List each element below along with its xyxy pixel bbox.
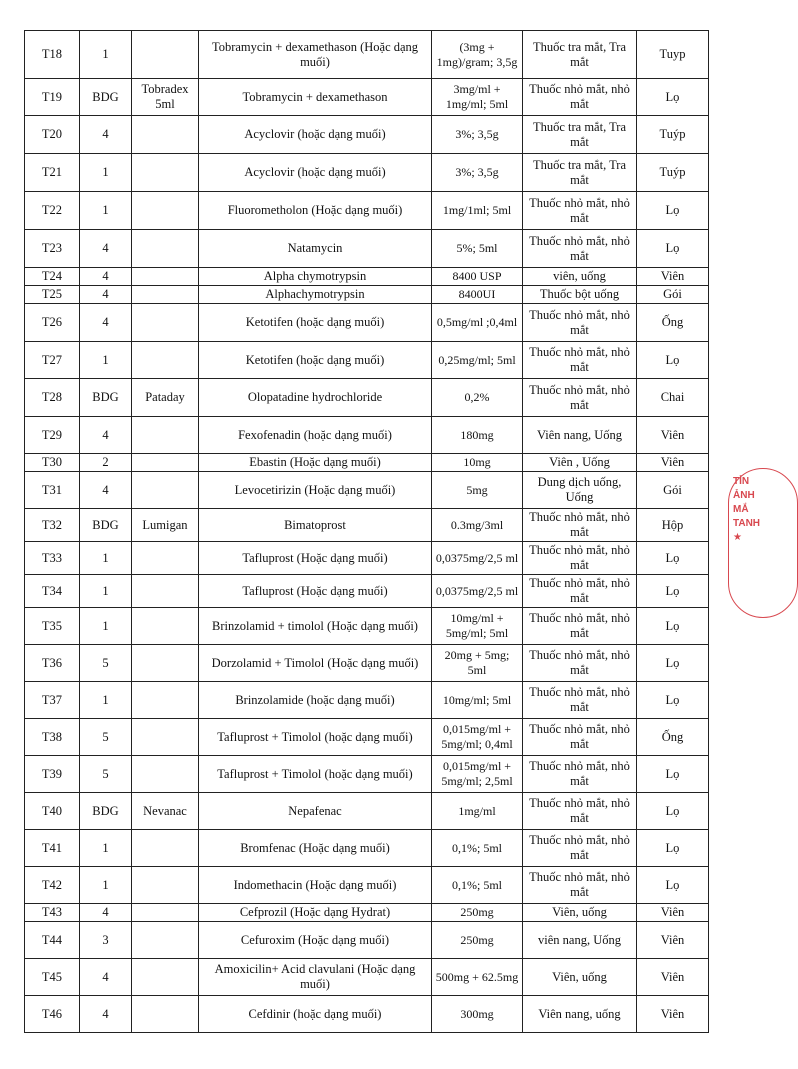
row-strength: 0,0375mg/2,5 ml bbox=[432, 542, 523, 575]
row-dosage-route: Thuốc nhỏ mắt, nhỏ mắt bbox=[523, 756, 637, 793]
row-group: 5 bbox=[80, 645, 132, 682]
table-row bbox=[25, 342, 709, 379]
row-brand-name bbox=[132, 830, 199, 867]
row-code: T32 bbox=[25, 509, 80, 542]
row-code: T24 bbox=[25, 268, 80, 286]
stamp-text: TANH bbox=[733, 518, 761, 529]
row-strength: 20mg + 5mg; 5ml bbox=[432, 645, 523, 682]
table-row bbox=[25, 154, 709, 192]
stamp-text: ★ bbox=[733, 532, 742, 543]
row-code: T28 bbox=[25, 379, 80, 417]
row-brand-name: Tobradex 5ml bbox=[132, 79, 199, 116]
row-code: T23 bbox=[25, 230, 80, 268]
row-code: T30 bbox=[25, 454, 80, 472]
table-row bbox=[25, 608, 709, 645]
row-unit: Viên bbox=[637, 417, 709, 454]
row-code: T20 bbox=[25, 116, 80, 154]
row-ingredient: Tafluprost + Timolol (hoặc dạng muối) bbox=[199, 756, 432, 793]
table-row bbox=[25, 417, 709, 454]
row-group: 2 bbox=[80, 454, 132, 472]
row-brand-name bbox=[132, 996, 199, 1033]
row-strength: 5%; 5ml bbox=[432, 230, 523, 268]
table-row bbox=[25, 867, 709, 904]
row-strength: 250mg bbox=[432, 904, 523, 922]
table-row bbox=[25, 996, 709, 1033]
row-dosage-route: Viên , Uống bbox=[523, 454, 637, 472]
row-unit: Viên bbox=[637, 904, 709, 922]
row-code: T44 bbox=[25, 922, 80, 959]
row-strength: 10mg/ml; 5ml bbox=[432, 682, 523, 719]
row-ingredient: Tafluprost (Hoặc dạng muối) bbox=[199, 575, 432, 608]
row-brand-name bbox=[132, 575, 199, 608]
row-dosage-route: Thuốc nhỏ mắt, nhỏ mắt bbox=[523, 304, 637, 342]
row-dosage-route: Thuốc nhỏ mắt, nhỏ mắt bbox=[523, 509, 637, 542]
row-brand-name bbox=[132, 304, 199, 342]
row-unit: Lọ bbox=[637, 793, 709, 830]
row-unit: Viên bbox=[637, 454, 709, 472]
row-brand-name bbox=[132, 192, 199, 230]
row-strength: 0,1%; 5ml bbox=[432, 867, 523, 904]
table-row bbox=[25, 509, 709, 542]
row-code: T33 bbox=[25, 542, 80, 575]
row-unit: Lọ bbox=[637, 192, 709, 230]
row-ingredient: Tafluprost (Hoặc dạng muối) bbox=[199, 542, 432, 575]
row-ingredient: Indomethacin (Hoặc dạng muối) bbox=[199, 867, 432, 904]
table-row bbox=[25, 304, 709, 342]
row-brand-name bbox=[132, 645, 199, 682]
row-group: 4 bbox=[80, 904, 132, 922]
table-row bbox=[25, 542, 709, 575]
row-ingredient: Acyclovir (hoặc dạng muối) bbox=[199, 116, 432, 154]
row-ingredient: Nepafenac bbox=[199, 793, 432, 830]
row-code: T45 bbox=[25, 959, 80, 996]
row-strength: 300mg bbox=[432, 996, 523, 1033]
row-code: T42 bbox=[25, 867, 80, 904]
row-code: T36 bbox=[25, 645, 80, 682]
row-brand-name: Pataday bbox=[132, 379, 199, 417]
row-unit: Chai bbox=[637, 379, 709, 417]
row-dosage-route: Thuốc nhỏ mắt, nhỏ mắt bbox=[523, 542, 637, 575]
row-unit: Lọ bbox=[637, 79, 709, 116]
table-row bbox=[25, 645, 709, 682]
row-strength: 10mg bbox=[432, 454, 523, 472]
row-strength: 0,015mg/ml + 5mg/ml; 2,5ml bbox=[432, 756, 523, 793]
row-brand-name bbox=[132, 268, 199, 286]
row-group: 1 bbox=[80, 542, 132, 575]
row-code: T26 bbox=[25, 304, 80, 342]
row-brand-name bbox=[132, 31, 199, 79]
row-ingredient: Dorzolamid + Timolol (Hoặc dạng muối) bbox=[199, 645, 432, 682]
row-dosage-route: Viên nang, Uống bbox=[523, 417, 637, 454]
row-ingredient: Ebastin (Hoặc dạng muối) bbox=[199, 454, 432, 472]
row-group: 1 bbox=[80, 867, 132, 904]
row-group: BDG bbox=[80, 79, 132, 116]
row-ingredient: Tafluprost + Timolol (hoặc dạng muối) bbox=[199, 719, 432, 756]
row-group: 1 bbox=[80, 575, 132, 608]
row-strength: 0,0375mg/2,5 ml bbox=[432, 575, 523, 608]
row-group: 5 bbox=[80, 719, 132, 756]
table-row bbox=[25, 379, 709, 417]
row-dosage-route: Thuốc nhỏ mắt, nhỏ mắt bbox=[523, 608, 637, 645]
row-ingredient: Levocetirizin (Hoặc dạng muối) bbox=[199, 472, 432, 509]
row-dosage-route: Thuốc nhỏ mắt, nhỏ mắt bbox=[523, 719, 637, 756]
row-ingredient: Brinzolamide (hoặc dạng muối) bbox=[199, 682, 432, 719]
table-row bbox=[25, 79, 709, 116]
row-strength: 500mg + 62.5mg bbox=[432, 959, 523, 996]
row-unit: Lọ bbox=[637, 756, 709, 793]
table-row bbox=[25, 922, 709, 959]
table-row bbox=[25, 682, 709, 719]
row-group: 4 bbox=[80, 417, 132, 454]
row-brand-name bbox=[132, 154, 199, 192]
table-row bbox=[25, 793, 709, 830]
row-ingredient: Cefprozil (Hoặc dạng Hydrat) bbox=[199, 904, 432, 922]
row-ingredient: Alphachymotrypsin bbox=[199, 286, 432, 304]
row-group: 3 bbox=[80, 922, 132, 959]
row-ingredient: Bromfenac (Hoặc dạng muối) bbox=[199, 830, 432, 867]
table-body bbox=[25, 31, 709, 1033]
stamp-text: ẢNH bbox=[733, 490, 755, 501]
table-row bbox=[25, 830, 709, 867]
row-group: 4 bbox=[80, 959, 132, 996]
row-ingredient: Olopatadine hydrochloride bbox=[199, 379, 432, 417]
table-row bbox=[25, 959, 709, 996]
row-brand-name bbox=[132, 454, 199, 472]
row-group: 5 bbox=[80, 756, 132, 793]
stamp-text: TỈN bbox=[733, 476, 750, 487]
stamp-text: MẮ bbox=[733, 504, 749, 515]
row-ingredient: Cefdinir (hoặc dạng muối) bbox=[199, 996, 432, 1033]
row-dosage-route: Dung dịch uống, Uống bbox=[523, 472, 637, 509]
table-row bbox=[25, 192, 709, 230]
row-dosage-route: Thuốc nhỏ mắt, nhỏ mắt bbox=[523, 575, 637, 608]
row-unit: Lọ bbox=[637, 645, 709, 682]
row-unit: Viên bbox=[637, 996, 709, 1033]
row-group: BDG bbox=[80, 379, 132, 417]
row-strength: 0,1%; 5ml bbox=[432, 830, 523, 867]
row-unit: Ống bbox=[637, 304, 709, 342]
row-strength: 5mg bbox=[432, 472, 523, 509]
row-strength: 0,2% bbox=[432, 379, 523, 417]
row-unit: Tuýp bbox=[637, 116, 709, 154]
row-unit: Hộp bbox=[637, 509, 709, 542]
row-code: T43 bbox=[25, 904, 80, 922]
table-row bbox=[25, 904, 709, 922]
row-code: T37 bbox=[25, 682, 80, 719]
row-ingredient: Acyclovir (hoặc dạng muối) bbox=[199, 154, 432, 192]
row-code: T39 bbox=[25, 756, 80, 793]
row-strength: 250mg bbox=[432, 922, 523, 959]
row-group: 4 bbox=[80, 286, 132, 304]
row-code: T21 bbox=[25, 154, 80, 192]
row-group: 1 bbox=[80, 154, 132, 192]
row-brand-name bbox=[132, 542, 199, 575]
row-code: T38 bbox=[25, 719, 80, 756]
row-brand-name bbox=[132, 682, 199, 719]
row-brand-name bbox=[132, 417, 199, 454]
row-dosage-route: Thuốc tra mắt, Tra mắt bbox=[523, 154, 637, 192]
row-dosage-route: Thuốc nhỏ mắt, nhỏ mắt bbox=[523, 342, 637, 379]
table-row bbox=[25, 116, 709, 154]
row-brand-name: Lumigan bbox=[132, 509, 199, 542]
row-code: T18 bbox=[25, 31, 80, 79]
row-group: 1 bbox=[80, 682, 132, 719]
row-code: T40 bbox=[25, 793, 80, 830]
row-strength: 0,5mg/ml ;0,4ml bbox=[432, 304, 523, 342]
row-unit: Lọ bbox=[637, 575, 709, 608]
row-unit: Viên bbox=[637, 922, 709, 959]
row-dosage-route: viên nang, Uống bbox=[523, 922, 637, 959]
row-unit: Lọ bbox=[637, 342, 709, 379]
table-row bbox=[25, 472, 709, 509]
drug-list-table bbox=[24, 30, 709, 1033]
row-brand-name: Nevanac bbox=[132, 793, 199, 830]
row-dosage-route: Thuốc nhỏ mắt, nhỏ mắt bbox=[523, 793, 637, 830]
row-code: T25 bbox=[25, 286, 80, 304]
row-code: T27 bbox=[25, 342, 80, 379]
row-ingredient: Ketotifen (hoặc dạng muối) bbox=[199, 304, 432, 342]
row-group: BDG bbox=[80, 793, 132, 830]
row-brand-name bbox=[132, 608, 199, 645]
table-row bbox=[25, 230, 709, 268]
row-strength: 10mg/ml + 5mg/ml; 5ml bbox=[432, 608, 523, 645]
row-ingredient: Ketotifen (hoặc dạng muối) bbox=[199, 342, 432, 379]
row-strength: 0.3mg/3ml bbox=[432, 509, 523, 542]
table-row bbox=[25, 719, 709, 756]
row-code: T31 bbox=[25, 472, 80, 509]
row-brand-name bbox=[132, 756, 199, 793]
row-strength: 0,25mg/ml; 5ml bbox=[432, 342, 523, 379]
row-unit: Lọ bbox=[637, 230, 709, 268]
row-dosage-route: Thuốc nhỏ mắt, nhỏ mắt bbox=[523, 830, 637, 867]
row-ingredient: Cefuroxim (Hoặc dạng muối) bbox=[199, 922, 432, 959]
row-group: 4 bbox=[80, 304, 132, 342]
row-unit: Gói bbox=[637, 286, 709, 304]
row-dosage-route: Thuốc nhỏ mắt, nhỏ mắt bbox=[523, 867, 637, 904]
row-strength: 8400 USP bbox=[432, 268, 523, 286]
row-unit: Tuyp bbox=[637, 31, 709, 79]
red-seal-stamp bbox=[728, 468, 798, 618]
row-dosage-route: Thuốc bột uống bbox=[523, 286, 637, 304]
row-group: 1 bbox=[80, 830, 132, 867]
row-group: 1 bbox=[80, 192, 132, 230]
row-code: T35 bbox=[25, 608, 80, 645]
row-ingredient: Brinzolamid + timolol (Hoặc dạng muối) bbox=[199, 608, 432, 645]
row-strength: 8400UI bbox=[432, 286, 523, 304]
row-dosage-route: Viên, uống bbox=[523, 959, 637, 996]
row-strength: 180mg bbox=[432, 417, 523, 454]
row-strength: 0,015mg/ml + 5mg/ml; 0,4ml bbox=[432, 719, 523, 756]
row-code: T41 bbox=[25, 830, 80, 867]
table-row bbox=[25, 31, 709, 79]
row-unit: Tuýp bbox=[637, 154, 709, 192]
row-brand-name bbox=[132, 867, 199, 904]
row-brand-name bbox=[132, 719, 199, 756]
row-strength: 3%; 3,5g bbox=[432, 116, 523, 154]
row-ingredient: Natamycin bbox=[199, 230, 432, 268]
row-dosage-route: viên, uống bbox=[523, 268, 637, 286]
row-dosage-route: Viên, uống bbox=[523, 904, 637, 922]
row-unit: Lọ bbox=[637, 867, 709, 904]
row-dosage-route: Thuốc tra mắt, Tra mắt bbox=[523, 116, 637, 154]
row-unit: Ống bbox=[637, 719, 709, 756]
row-dosage-route: Thuốc nhỏ mắt, nhỏ mắt bbox=[523, 192, 637, 230]
row-brand-name bbox=[132, 959, 199, 996]
row-code: T19 bbox=[25, 79, 80, 116]
row-brand-name bbox=[132, 904, 199, 922]
row-dosage-route: Thuốc nhỏ mắt, nhỏ mắt bbox=[523, 645, 637, 682]
table-row bbox=[25, 575, 709, 608]
row-strength: (3mg + 1mg)/gram; 3,5g bbox=[432, 31, 523, 79]
row-strength: 3%; 3,5g bbox=[432, 154, 523, 192]
row-strength: 1mg/1ml; 5ml bbox=[432, 192, 523, 230]
row-unit: Lọ bbox=[637, 682, 709, 719]
row-unit: Gói bbox=[637, 472, 709, 509]
row-group: 1 bbox=[80, 608, 132, 645]
row-group: 4 bbox=[80, 472, 132, 509]
row-unit: Viên bbox=[637, 959, 709, 996]
row-dosage-route: Thuốc nhỏ mắt, nhỏ mắt bbox=[523, 79, 637, 116]
table-row bbox=[25, 454, 709, 472]
row-ingredient: Tobramycin + dexamethason bbox=[199, 79, 432, 116]
row-group: 4 bbox=[80, 116, 132, 154]
row-unit: Viên bbox=[637, 268, 709, 286]
row-dosage-route: Thuốc nhỏ mắt, nhỏ mắt bbox=[523, 682, 637, 719]
row-ingredient: Fexofenadin (hoặc dạng muối) bbox=[199, 417, 432, 454]
row-group: 1 bbox=[80, 31, 132, 79]
row-code: T22 bbox=[25, 192, 80, 230]
table-row bbox=[25, 286, 709, 304]
row-brand-name bbox=[132, 116, 199, 154]
row-group: BDG bbox=[80, 509, 132, 542]
row-ingredient: Tobramycin + dexamethason (Hoặc dạng muối) bbox=[199, 31, 432, 79]
row-brand-name bbox=[132, 472, 199, 509]
table-row bbox=[25, 756, 709, 793]
row-group: 1 bbox=[80, 342, 132, 379]
row-brand-name bbox=[132, 286, 199, 304]
row-unit: Lọ bbox=[637, 542, 709, 575]
row-dosage-route: Thuốc nhỏ mắt, nhỏ mắt bbox=[523, 379, 637, 417]
row-brand-name bbox=[132, 922, 199, 959]
row-strength: 3mg/ml + 1mg/ml; 5ml bbox=[432, 79, 523, 116]
row-unit: Lọ bbox=[637, 608, 709, 645]
row-dosage-route: Thuốc tra mắt, Tra mắt bbox=[523, 31, 637, 79]
row-ingredient: Alpha chymotrypsin bbox=[199, 268, 432, 286]
row-strength: 1mg/ml bbox=[432, 793, 523, 830]
row-brand-name bbox=[132, 230, 199, 268]
row-ingredient: Amoxicilin+ Acid clavulani (Hoặc dạng muối) bbox=[199, 959, 432, 996]
row-dosage-route: Viên nang, uống bbox=[523, 996, 637, 1033]
table-row bbox=[25, 268, 709, 286]
row-group: 4 bbox=[80, 268, 132, 286]
row-ingredient: Bimatoprost bbox=[199, 509, 432, 542]
row-code: T34 bbox=[25, 575, 80, 608]
row-dosage-route: Thuốc nhỏ mắt, nhỏ mắt bbox=[523, 230, 637, 268]
row-code: T46 bbox=[25, 996, 80, 1033]
row-ingredient: Fluorometholon (Hoặc dạng muối) bbox=[199, 192, 432, 230]
row-brand-name bbox=[132, 342, 199, 379]
row-group: 4 bbox=[80, 996, 132, 1033]
row-unit: Lọ bbox=[637, 830, 709, 867]
row-group: 4 bbox=[80, 230, 132, 268]
row-code: T29 bbox=[25, 417, 80, 454]
